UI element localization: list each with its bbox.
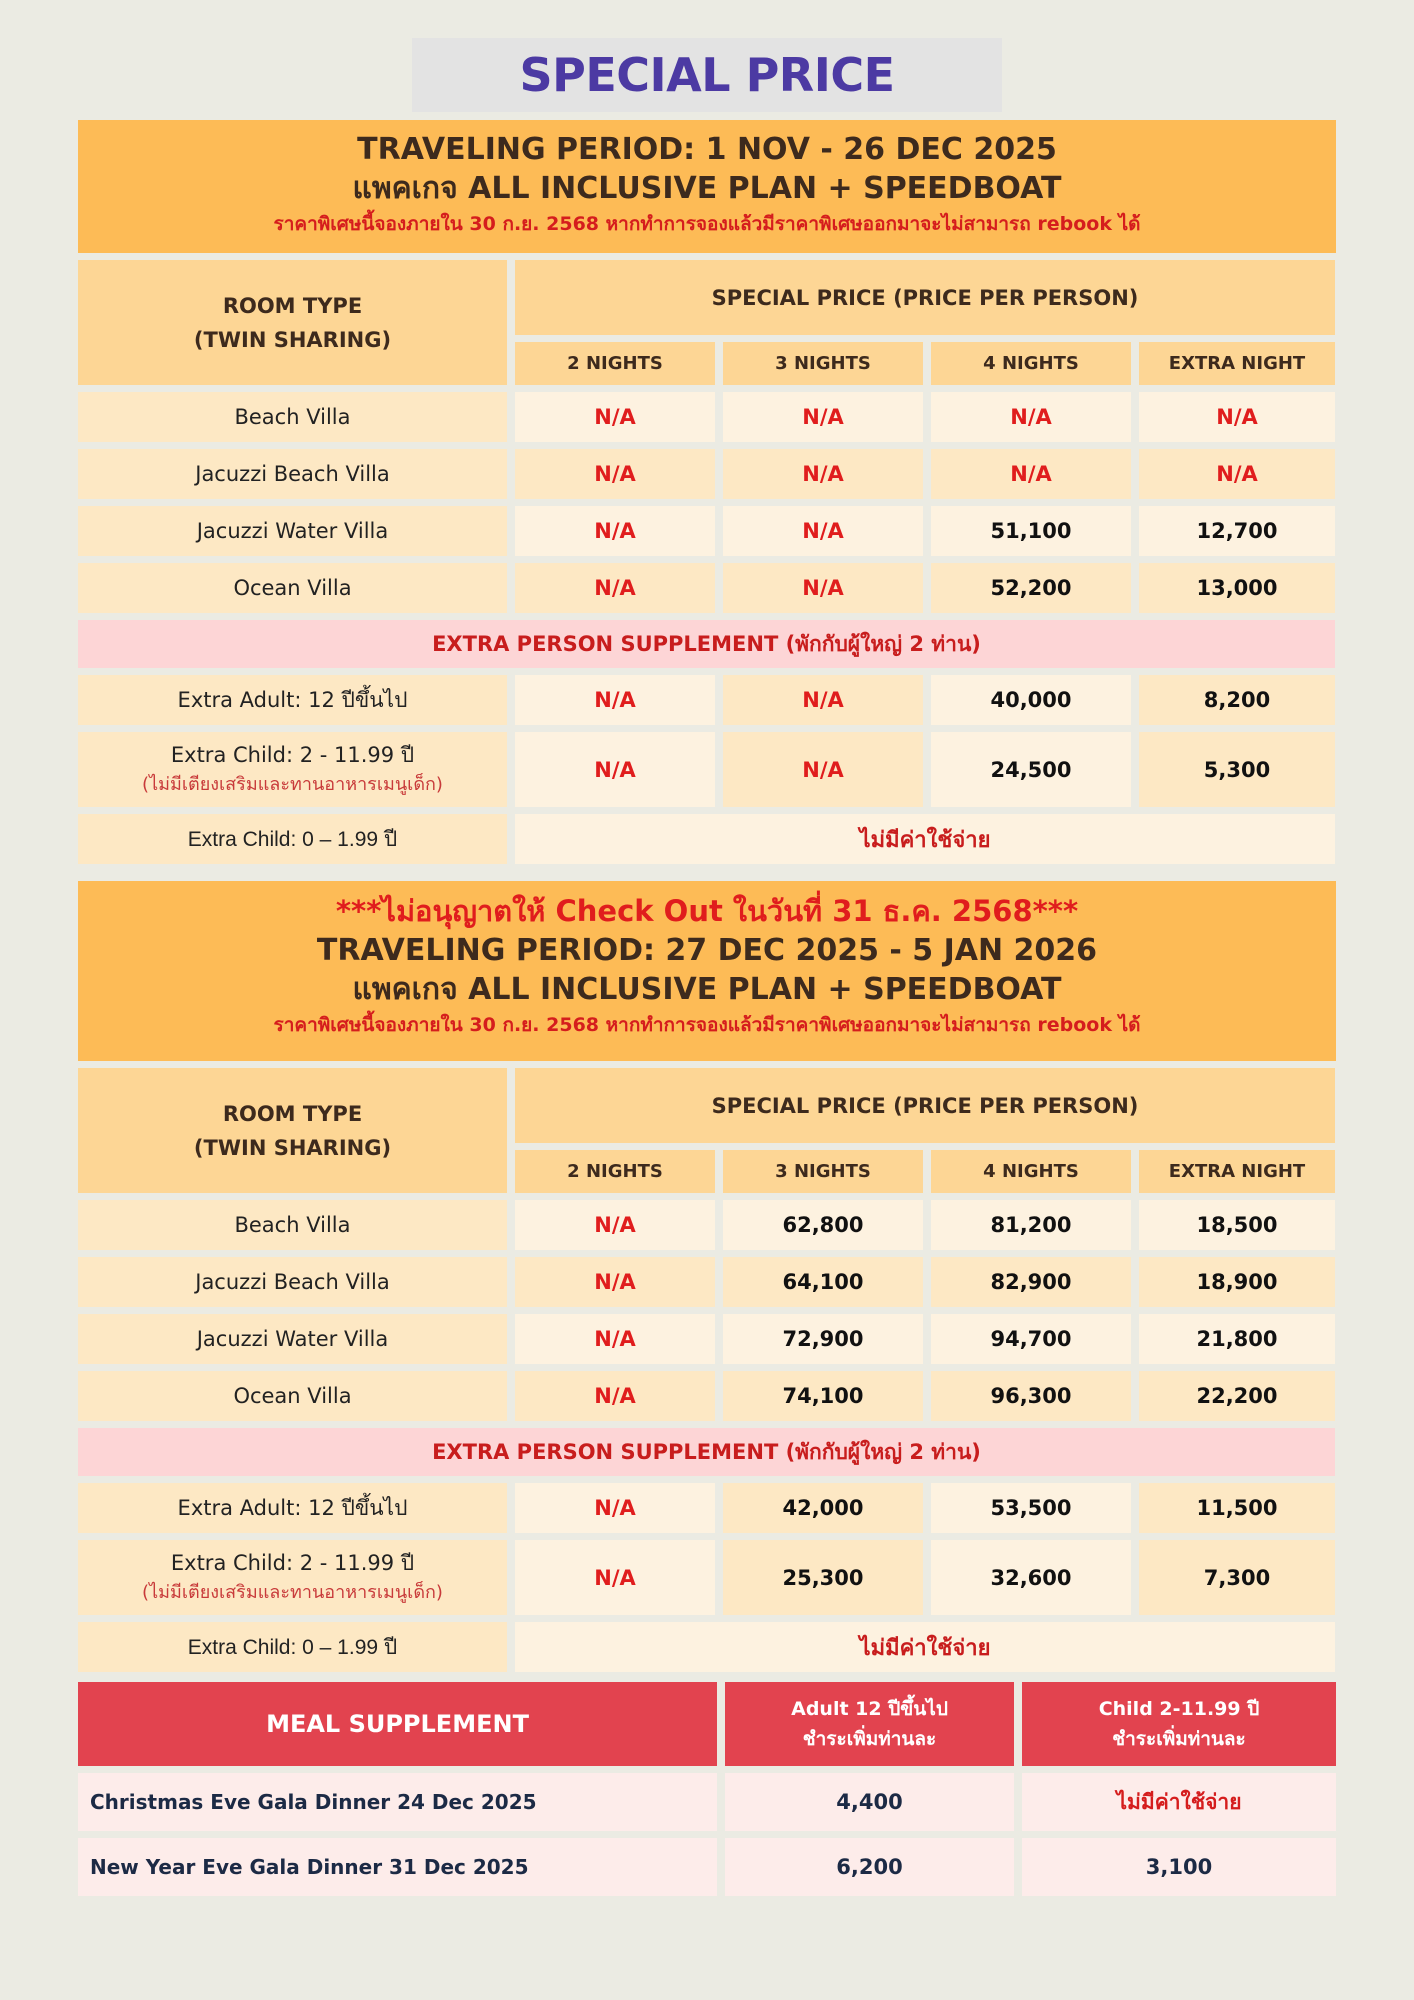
price-cell: 72,900: [723, 1314, 923, 1364]
meal-supplement-header: MEAL SUPPLEMENT: [78, 1682, 717, 1766]
price-cell: N/A: [515, 506, 715, 556]
price-cell: N/A: [723, 675, 923, 725]
meal-supplement-table: [78, 1682, 1336, 1896]
extra-child-note: (ไม่มีเตียงเสริมและทานอาหารเมนูเด็ก): [142, 1581, 443, 1603]
price-cell: 81,200: [931, 1200, 1131, 1250]
extra-infant-label: Extra Child: 0 – 1.99 ปี: [78, 1622, 507, 1672]
price-cell: 21,800: [1139, 1314, 1335, 1364]
price-cell: 64,100: [723, 1257, 923, 1307]
price-cell: 82,900: [931, 1257, 1131, 1307]
price-cell: N/A: [515, 1483, 715, 1533]
nights-header: 2 NIGHTS: [515, 1150, 715, 1193]
room-type-header: [78, 260, 507, 385]
section-header: [78, 881, 1336, 1061]
adult-header-line2: ชำระเพิ่มท่านละ: [802, 1728, 937, 1750]
checkout-warning: ***ไม่อนุญาตให้ Check Out ในวันที่ 31 ธ.ค. 2568***: [335, 894, 1079, 928]
meal-adult-price: 6,200: [725, 1838, 1014, 1896]
price-cell: 94,700: [931, 1314, 1131, 1364]
price-cell: N/A: [515, 732, 715, 807]
room-name: Jacuzzi Water Villa: [78, 1314, 507, 1364]
price-cell: N/A: [515, 675, 715, 725]
nights-header: 3 NIGHTS: [723, 1150, 923, 1193]
meal-child-price: ไม่มีค่าใช้จ่าย: [1022, 1773, 1336, 1831]
price-cell: N/A: [1139, 392, 1335, 442]
booking-note: ราคาพิเศษนี้จองภายใน 30 ก.ย. 2568 หากทำการจองแล้วมีราคาพิเศษออกมาจะไม่สามารถ rebook ได้: [273, 1014, 1141, 1036]
price-cell: 62,800: [723, 1200, 923, 1250]
meal-adult-price: 4,400: [725, 1773, 1014, 1831]
price-cell: N/A: [515, 392, 715, 442]
extra-person-supplement-header: EXTRA PERSON SUPPLEMENT (พักกับผู้ใหญ่ 2 ท่าน): [78, 1428, 1335, 1476]
price-cell: 13,000: [1139, 563, 1335, 613]
adult-header: [725, 1682, 1014, 1766]
child-header-line1: Child 2-11.99 ปี: [1098, 1698, 1260, 1720]
price-cell: 24,500: [931, 732, 1131, 807]
price-cell: 40,000: [931, 675, 1131, 725]
price-cell: N/A: [515, 1540, 715, 1615]
price-cell: 5,300: [1139, 732, 1335, 807]
nights-header: 3 NIGHTS: [723, 342, 923, 385]
price-cell: 53,500: [931, 1483, 1131, 1533]
price-cell: N/A: [723, 732, 923, 807]
price-cell: N/A: [723, 563, 923, 613]
room-name: Beach Villa: [78, 392, 507, 442]
room-type-header-line2: (TWIN SHARING): [193, 1135, 392, 1160]
page-title-box: [412, 38, 1002, 112]
page-title: SPECIAL PRICE: [519, 48, 895, 102]
room-name: Ocean Villa: [78, 563, 507, 613]
price-cell: N/A: [515, 1200, 715, 1250]
price-cell: 25,300: [723, 1540, 923, 1615]
price-cell: 51,100: [931, 506, 1131, 556]
price-cell: N/A: [515, 1314, 715, 1364]
extra-child-name: Extra Child: 2 - 11.99 ปี: [170, 742, 415, 767]
extra-child-name: Extra Child: 2 - 11.99 ปี: [170, 1550, 415, 1575]
nights-header: EXTRA NIGHT: [1139, 1150, 1335, 1193]
package-name: แพคเกจ ALL INCLUSIVE PLAN + SPEEDBOAT: [352, 972, 1062, 1007]
price-cell: N/A: [515, 563, 715, 613]
package-name: แพคเกจ ALL INCLUSIVE PLAN + SPEEDBOAT: [352, 171, 1062, 206]
traveling-period: TRAVELING PERIOD: 27 DEC 2025 - 5 JAN 2026: [316, 933, 1098, 968]
nights-header: 4 NIGHTS: [931, 342, 1131, 385]
section-header: [78, 120, 1336, 253]
room-type-header-line1: ROOM TYPE: [222, 293, 363, 318]
child-header: [1022, 1682, 1336, 1766]
price-cell: 18,500: [1139, 1200, 1335, 1250]
nights-header: EXTRA NIGHT: [1139, 342, 1335, 385]
price-cell: 12,700: [1139, 506, 1335, 556]
price-cell: N/A: [515, 1257, 715, 1307]
traveling-period: TRAVELING PERIOD: 1 NOV - 26 DEC 2025: [357, 132, 1057, 167]
price-cell: 22,200: [1139, 1371, 1335, 1421]
price-cell: N/A: [1139, 449, 1335, 499]
room-name: Ocean Villa: [78, 1371, 507, 1421]
extra-adult-label: Extra Adult: 12 ปีขึ้นไป: [78, 1483, 507, 1533]
meal-name: Christmas Eve Gala Dinner 24 Dec 2025: [78, 1773, 717, 1831]
child-header-line2: ชำระเพิ่มท่านละ: [1112, 1728, 1246, 1750]
price-cell: 96,300: [931, 1371, 1131, 1421]
extra-child-label: [78, 1540, 507, 1615]
price-cell: 7,300: [1139, 1540, 1335, 1615]
nights-header: 2 NIGHTS: [515, 342, 715, 385]
price-cell: N/A: [515, 449, 715, 499]
price-cell: 11,500: [1139, 1483, 1335, 1533]
meal-child-price: 3,100: [1022, 1838, 1336, 1896]
special-price-header: SPECIAL PRICE (PRICE PER PERSON): [515, 1068, 1335, 1143]
price-cell: N/A: [723, 392, 923, 442]
price-table: [78, 260, 1336, 864]
price-cell: N/A: [515, 1371, 715, 1421]
extra-person-supplement-header: EXTRA PERSON SUPPLEMENT (พักกับผู้ใหญ่ 2 ท่าน): [78, 620, 1335, 668]
price-cell: 32,600: [931, 1540, 1131, 1615]
room-type-header-line2: (TWIN SHARING): [193, 327, 392, 352]
free-of-charge: ไม่มีค่าใช้จ่าย: [515, 814, 1335, 864]
room-type-header: [78, 1068, 507, 1193]
pricing-section-1: [78, 120, 1336, 864]
price-cell: N/A: [723, 506, 923, 556]
room-name: Beach Villa: [78, 1200, 507, 1250]
price-cell: 52,200: [931, 563, 1131, 613]
price-cell: N/A: [723, 449, 923, 499]
special-price-header: SPECIAL PRICE (PRICE PER PERSON): [515, 260, 1335, 335]
booking-note: ราคาพิเศษนี้จองภายใน 30 ก.ย. 2568 หากทำการจองแล้วมีราคาพิเศษออกมาจะไม่สามารถ rebook ได้: [273, 213, 1141, 235]
adult-header-line1: Adult 12 ปีขึ้นไป: [791, 1698, 948, 1720]
pricing-section-2: [78, 881, 1336, 1672]
free-of-charge: ไม่มีค่าใช้จ่าย: [515, 1622, 1335, 1672]
room-name: Jacuzzi Beach Villa: [78, 449, 507, 499]
room-name: Jacuzzi Water Villa: [78, 506, 507, 556]
price-cell: 8,200: [1139, 675, 1335, 725]
price-cell: N/A: [931, 449, 1131, 499]
nights-header: 4 NIGHTS: [931, 1150, 1131, 1193]
meal-name: New Year Eve Gala Dinner 31 Dec 2025: [78, 1838, 717, 1896]
price-cell: N/A: [931, 392, 1131, 442]
price-cell: 74,100: [723, 1371, 923, 1421]
extra-child-label: [78, 732, 507, 807]
room-name: Jacuzzi Beach Villa: [78, 1257, 507, 1307]
room-type-header-line1: ROOM TYPE: [222, 1101, 363, 1126]
price-table: [78, 1068, 1336, 1672]
price-cell: 42,000: [723, 1483, 923, 1533]
price-cell: 18,900: [1139, 1257, 1335, 1307]
extra-adult-label: Extra Adult: 12 ปีขึ้นไป: [78, 675, 507, 725]
extra-infant-label: Extra Child: 0 – 1.99 ปี: [78, 814, 507, 864]
extra-child-note: (ไม่มีเตียงเสริมและทานอาหารเมนูเด็ก): [142, 773, 443, 795]
